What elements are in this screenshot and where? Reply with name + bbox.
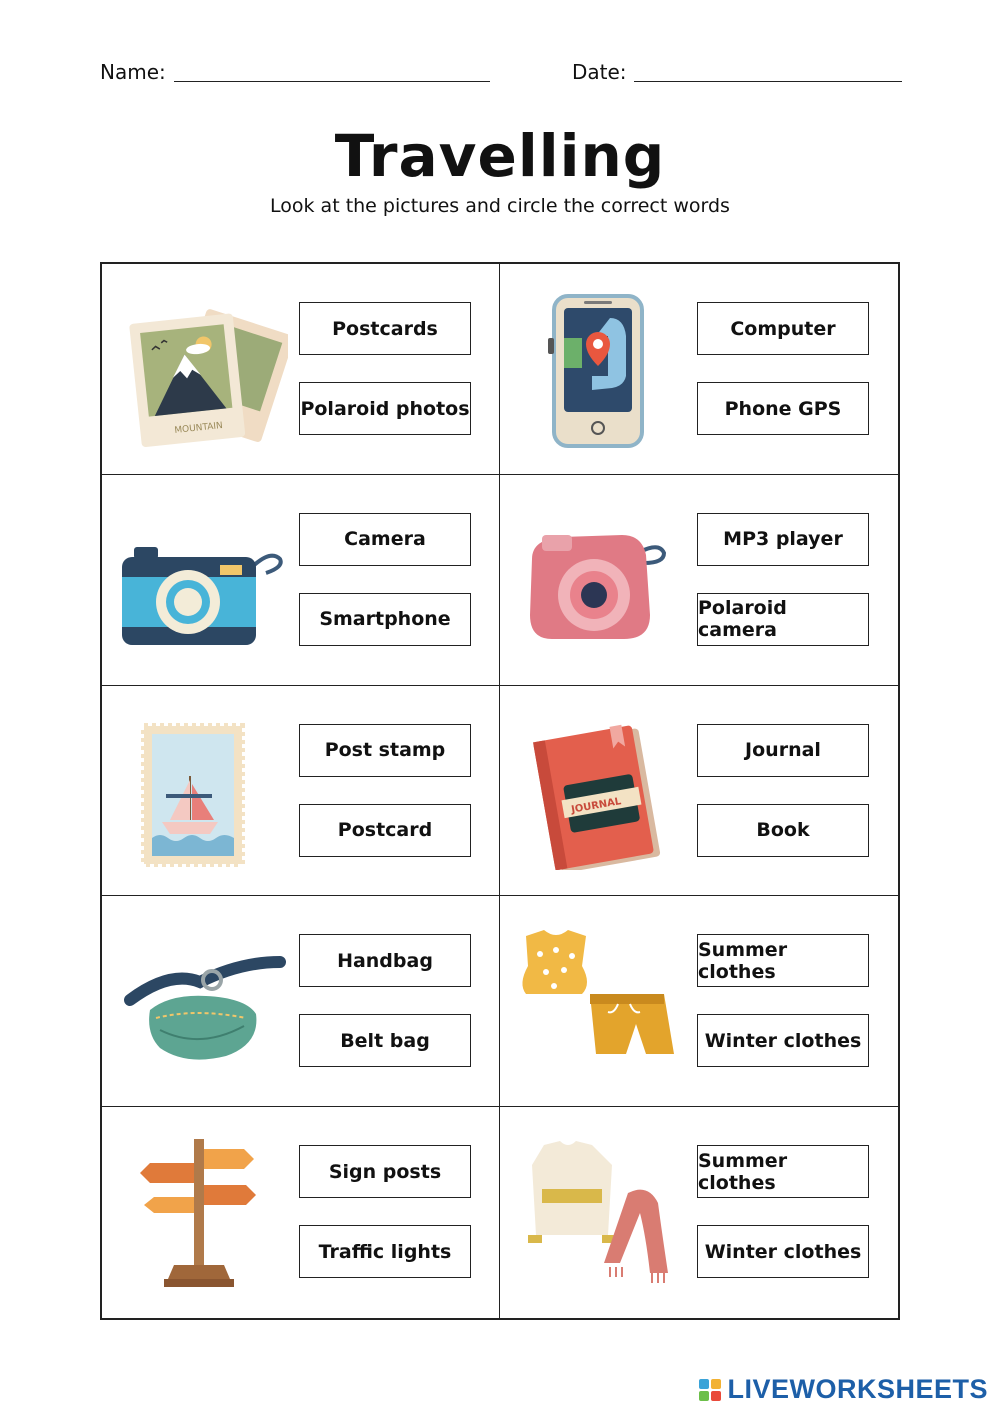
picture-text: MOUNTAIN [173,420,224,436]
option-polaroid-photos[interactable]: Polaroid photos [299,382,471,435]
item-cell [102,686,500,897]
option-post-stamp[interactable]: Post stamp [299,724,471,777]
item-cell [102,264,500,475]
item-cell [500,896,898,1107]
item-cell [102,896,500,1107]
logo-mark-icon [699,1379,721,1401]
option-mp3-player[interactable]: MP3 player [697,513,869,566]
journal-icon [518,710,686,870]
option-sign-posts[interactable]: Sign posts [299,1145,471,1198]
worksheet-grid [100,262,900,1320]
option-book[interactable]: Book [697,804,869,857]
item-cell [500,686,898,897]
option-smartphone[interactable]: Smartphone [299,593,471,646]
liveworksheets-logo [699,1374,988,1405]
phone-gps-icon [518,288,686,448]
option-winter-clothes[interactable]: Winter clothes [697,1225,869,1278]
name-label: Name: [100,60,166,84]
item-cell [102,1107,500,1318]
option-belt-bag[interactable]: Belt bag [299,1014,471,1067]
option-summer-clothes[interactable]: Summer clothes [697,934,869,987]
option-journal[interactable]: Journal [697,724,869,777]
option-handbag[interactable]: Handbag [299,934,471,987]
instructions: Look at the pictures and circle the correct words [270,195,730,217]
option-winter-clothes[interactable]: Winter clothes [697,1014,869,1067]
option-camera[interactable]: Camera [299,513,471,566]
polaroid-photos-icon [120,288,288,448]
winter-clothes-icon [518,1131,686,1291]
belt-bag-icon [120,920,288,1080]
date-field[interactable] [634,81,902,82]
sign-posts-icon [120,1131,288,1291]
item-cell [102,475,500,686]
page-title: Travelling [334,122,666,190]
option-summer-clothes[interactable]: Summer clothes [697,1145,869,1198]
item-cell [500,1107,898,1318]
option-phone-gps[interactable]: Phone GPS [697,382,869,435]
option-postcards[interactable]: Postcards [299,302,471,355]
option-traffic-lights[interactable]: Traffic lights [299,1225,471,1278]
option-computer[interactable]: Computer [697,302,869,355]
picture-text: JOURNAL [570,795,623,816]
summer-clothes-icon [518,920,686,1080]
item-cell [500,475,898,686]
polaroid-camera-icon [518,499,686,659]
option-polaroid-camera[interactable]: Polaroid camera [697,593,869,646]
name-field[interactable] [174,81,490,82]
post-stamp-icon [120,710,288,870]
option-postcard[interactable]: Postcard [299,804,471,857]
logo-text: LIVEWORKSHEETS [727,1374,988,1404]
date-label: Date: [572,60,627,84]
item-cell [500,264,898,475]
camera-icon [120,499,288,659]
